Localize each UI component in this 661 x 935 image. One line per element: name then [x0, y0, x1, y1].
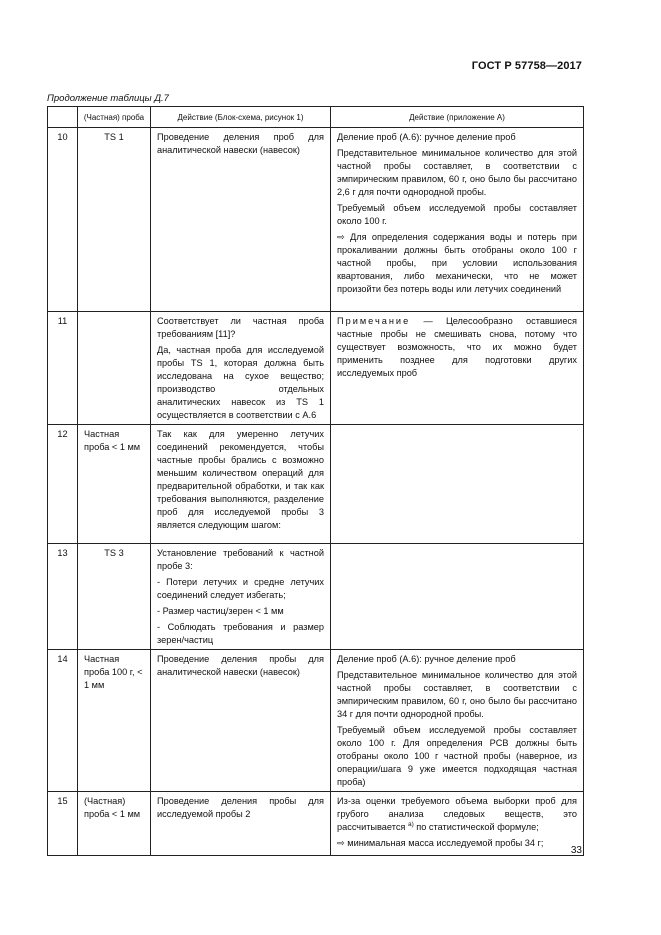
annex-paragraph: ⇨ Для определения содержания воды и потерь при прокаливании должны быть отобраны около 100 г частной пробы, при условии использования квартования, либо механически, что не может произойти без потерь воды или летучих соединений: [337, 232, 577, 294]
action-annex-cell: [331, 128, 584, 312]
sample-cell: Частная проба 100 г, < 1 мм: [78, 650, 151, 792]
action-flow-text: Проведение деления пробы для исследуемой пробы 2: [157, 796, 324, 819]
table-row: [48, 312, 584, 425]
sample-cell: TS 1: [78, 128, 151, 312]
action-annex-cell: [331, 650, 584, 792]
row-number: 11: [48, 312, 78, 425]
action-annex-cell: [331, 792, 584, 856]
action-flow-text: - Размер частиц/зерен < 1 мм: [157, 606, 284, 616]
action-flow-cell: [151, 792, 331, 856]
action-annex-cell: [331, 425, 584, 544]
table-row: [48, 128, 584, 312]
note-label: Примечание: [337, 316, 411, 326]
row-number: 15: [48, 792, 78, 856]
action-flow-cell: [151, 128, 331, 312]
annex-paragraph: Представительное минимальное количество для этой частной пробы составляет, в соответствии с эмпирическим правилом, 60 г, оно было бы рассчитано 34 г для почти однородной пробы.: [337, 670, 577, 719]
action-flow-text: - Потери летучих и средне летучих соединений следует избегать;: [157, 577, 324, 600]
action-flow-text: Соответствует ли частная проба требованиям [11]?: [157, 316, 324, 339]
annex-paragraph: Деление проб (А.6): ручное деление проб: [337, 654, 516, 664]
standard-code: ГОСТ Р 57758—2017: [471, 60, 582, 72]
annex-paragraph: Деление проб (А.6): ручное деление проб: [337, 132, 516, 142]
sample-cell: TS 3: [78, 544, 151, 650]
action-flow-text: Да, частная проба для исследуемой пробы TS 1, которая должна быть исследована на сухое вещество; производство отдельных аналитических навесок из TS 1 осуществляется в соответствии с А.6: [157, 345, 324, 420]
page-number: 33: [570, 845, 582, 856]
annex-text: по статистической формуле;: [413, 822, 539, 832]
column-header-action-flowchart: Действие (Блок-схема, рисунок 1): [151, 107, 331, 128]
annex-paragraph: [337, 795, 577, 834]
note-text: — Целесообразно оставшиеся частные пробы не смешивать снова, потому что существует возможность, что их можно будет применить позднее для подготовки других исследуемых проб: [337, 316, 577, 378]
table-row: [48, 792, 584, 856]
row-number: 14: [48, 650, 78, 792]
action-flow-cell: [151, 425, 331, 544]
table-row: [48, 650, 584, 792]
action-flow-text: Так как для умеренно летучих соединений рекомендуется, чтобы частные пробы брались с возможно меньшим количеством операций для предварительной обработки, и так как требования выполняются, разделение проб для исследуемой пробы 3 является следующим шагом:: [157, 429, 324, 530]
table-continuation-label: Продолжение таблицы Д.7: [47, 93, 169, 104]
row-number: 12: [48, 425, 78, 544]
column-header-number: [48, 107, 78, 128]
action-flow-cell: [151, 650, 331, 792]
action-flow-text: - Соблюдать требования и размер зерен/частиц: [157, 622, 324, 645]
annex-paragraph: Представительное минимальное количество для этой частной пробы составляет, в соответствии с эмпирическим правилом, 60 г, оно было бы рассчитано 2,6 г для почти однородной пробы.: [337, 148, 577, 197]
column-header-action-annex: Действие (приложение А): [331, 107, 584, 128]
annex-paragraph: ⇨ минимальная масса исследуемой пробы 34 г;: [337, 838, 544, 848]
action-flow-text: Установление требований к частной пробе 3:: [157, 548, 324, 571]
action-flow-cell: [151, 312, 331, 425]
action-annex-cell: [331, 544, 584, 650]
sample-cell: Частная проба < 1 мм: [78, 425, 151, 544]
table-row: [48, 425, 584, 544]
row-number: 10: [48, 128, 78, 312]
sample-cell: (Частная) проба < 1 мм: [78, 792, 151, 856]
row-number: 13: [48, 544, 78, 650]
annex-paragraph: Требуемый объем исследуемой пробы составляет около 100 г.: [337, 203, 577, 226]
column-header-sample: (Частная) проба: [78, 107, 151, 128]
note-paragraph: [337, 315, 577, 380]
action-annex-cell: [331, 312, 584, 425]
annex-text: Из-за оценки требуемого объема выборки проб для грубого анализа следовых веществ, это рассчитывается: [337, 796, 577, 832]
table-row: [48, 544, 584, 650]
action-flow-text: Проведение деления пробы для аналитической навески (навесок): [157, 654, 324, 677]
action-flow-cell: [151, 544, 331, 650]
data-table: [47, 106, 584, 856]
table-header-row: [48, 107, 584, 128]
action-flow-text: Проведение деления проб для аналитической навески (навесок): [157, 132, 324, 155]
sample-cell: [78, 312, 151, 425]
annex-paragraph: Требуемый объем исследуемой пробы составляет около 100 г. Для определения PCB должны быть отобраны около 100 г частной пробы (наверное, из операции/шага 9 уже имеется подходящая частная проба): [337, 725, 577, 787]
footnote-marker: a): [407, 820, 414, 828]
